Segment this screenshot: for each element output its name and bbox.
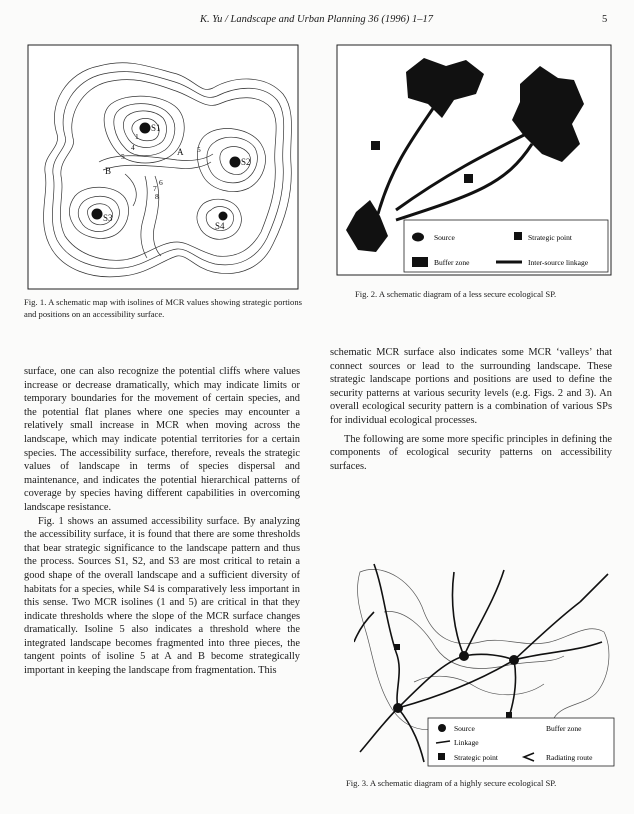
strategic-point-middle [464, 174, 473, 183]
legend-strategic-point-icon [514, 232, 522, 240]
figure-3-caption: Fig. 3. A schematic diagram of a highly secure ecological SP. [346, 778, 557, 788]
legend-source-icon [412, 233, 424, 242]
legend-strategic-point-icon [438, 753, 445, 760]
strategic-point-left [371, 141, 380, 150]
label-isoline-8: 8 [155, 192, 159, 201]
paragraph: Fig. 1 shows an assumed accessibility surface. By analyzing the accessibility surface, it is found that there are some thresholds that bear strategic significance to the landscape pattern and thus the process. Sources S1, S2, and S3 are most critical to retain a good shape of the overall landscape and a sufficient diversity of habitats for a species, while S4 is comparatively less important in this sense. Two MCR isolines (1 and 5) are critical in that they indicate thresholds where the slope of the MCR surface changes dramatically. Isoline 5 also indicates a threshold where the integrated landscape becomes fragmented into three pieces, the tangent points of isoline 5 at A and B become strategically important in keeping the landscape from fragmentation. This [24, 515, 300, 677]
label-isoline-4: 4 [131, 143, 135, 152]
source-s3-marker [92, 209, 103, 220]
label-isoline-6: 6 [159, 178, 163, 187]
legend-source: Source [434, 233, 455, 242]
legend-buffer-zone-icon [412, 257, 428, 267]
legend-buffer-zone: Buffer zone [546, 724, 582, 733]
label-s4: S4 [215, 221, 225, 231]
source-node [459, 651, 469, 661]
label-point-b: B [105, 166, 112, 176]
left-column-text [24, 365, 300, 678]
label-isoline-5-right: 5 [197, 145, 201, 154]
figure-1-isoline-map [27, 44, 299, 290]
label-point-a: A [177, 147, 184, 157]
strategic-point [394, 644, 400, 650]
figure-2-legend [404, 220, 608, 272]
label-s3: S3 [103, 213, 113, 223]
figure-2-caption: Fig. 2. A schematic diagram of a less secure ecological SP. [355, 289, 557, 299]
source-s4-marker [219, 212, 228, 221]
label-s1: S1 [151, 123, 161, 133]
legend-source: Source [454, 724, 475, 733]
strategic-point [506, 712, 512, 718]
source-node [509, 655, 519, 665]
buffer-zone-outlines [358, 569, 609, 743]
page-number: 5 [602, 14, 608, 25]
label-isoline-5-left: 5 [121, 152, 125, 161]
figure-1-caption: Fig. 1. A schematic map with isolines of MCR values showing strategic portions and positions on an accessibility surface. [24, 297, 302, 319]
figure-3-legend [428, 718, 614, 766]
label-s2: S2 [241, 157, 251, 167]
paragraph: schematic MCR surface also indicates some MCR ‘valleys’ that connect sources or lead to the surrounding landscape. These strategic landscape portions and positions are used to define the security patterns at various security levels (e.g. Figs. 2 and 3). An overall ecological security pattern is a combination of various SPs for individual ecological processes. [330, 347, 612, 426]
legend-buffer-zone: Buffer zone [434, 258, 470, 267]
paragraph: surface, one can also recognize the potential cliffs where values increase or decrease dramatically, which may indicate limits or temporary boundaries for the movement of certain species, and the potential flat planes where one species may encounter a relatively small increase in MCR when moving across the landscape, which may indicate potential territories for a certain species. The accessibility surface, therefore, reveals the strategic values of landscape in terms of species dispersal and maintenance, and indicates the potential hierarchical patterns of coverage by species having different capabilities in overcoming landscape resistance. [24, 366, 300, 513]
label-isoline-1: 1 [135, 132, 139, 141]
source-s1-marker [140, 123, 151, 134]
legend-linkage: Linkage [454, 738, 479, 747]
source-node [393, 703, 403, 713]
legend-strategic-point: Strategic point [528, 233, 572, 242]
label-isoline-7: 7 [153, 184, 157, 193]
legend-linkage: Inter-source linkage [528, 258, 589, 267]
legend-source-icon [438, 724, 446, 732]
figure-2-less-secure-sp [336, 44, 612, 276]
figure-3-highly-secure-sp [354, 552, 616, 768]
legend-strategic-point: Strategic point [454, 753, 498, 762]
journal-citation: K. Yu / Landscape and Urban Planning 36 (1996) 1–17 [200, 14, 433, 25]
right-column-text [330, 346, 612, 473]
paragraph: The following are some more specific principles in defining the components of ecological security patterns on accessibility surfaces. [330, 433, 612, 472]
source-s2-marker [230, 157, 241, 168]
legend-radiating-route: Radiating route [546, 753, 593, 762]
